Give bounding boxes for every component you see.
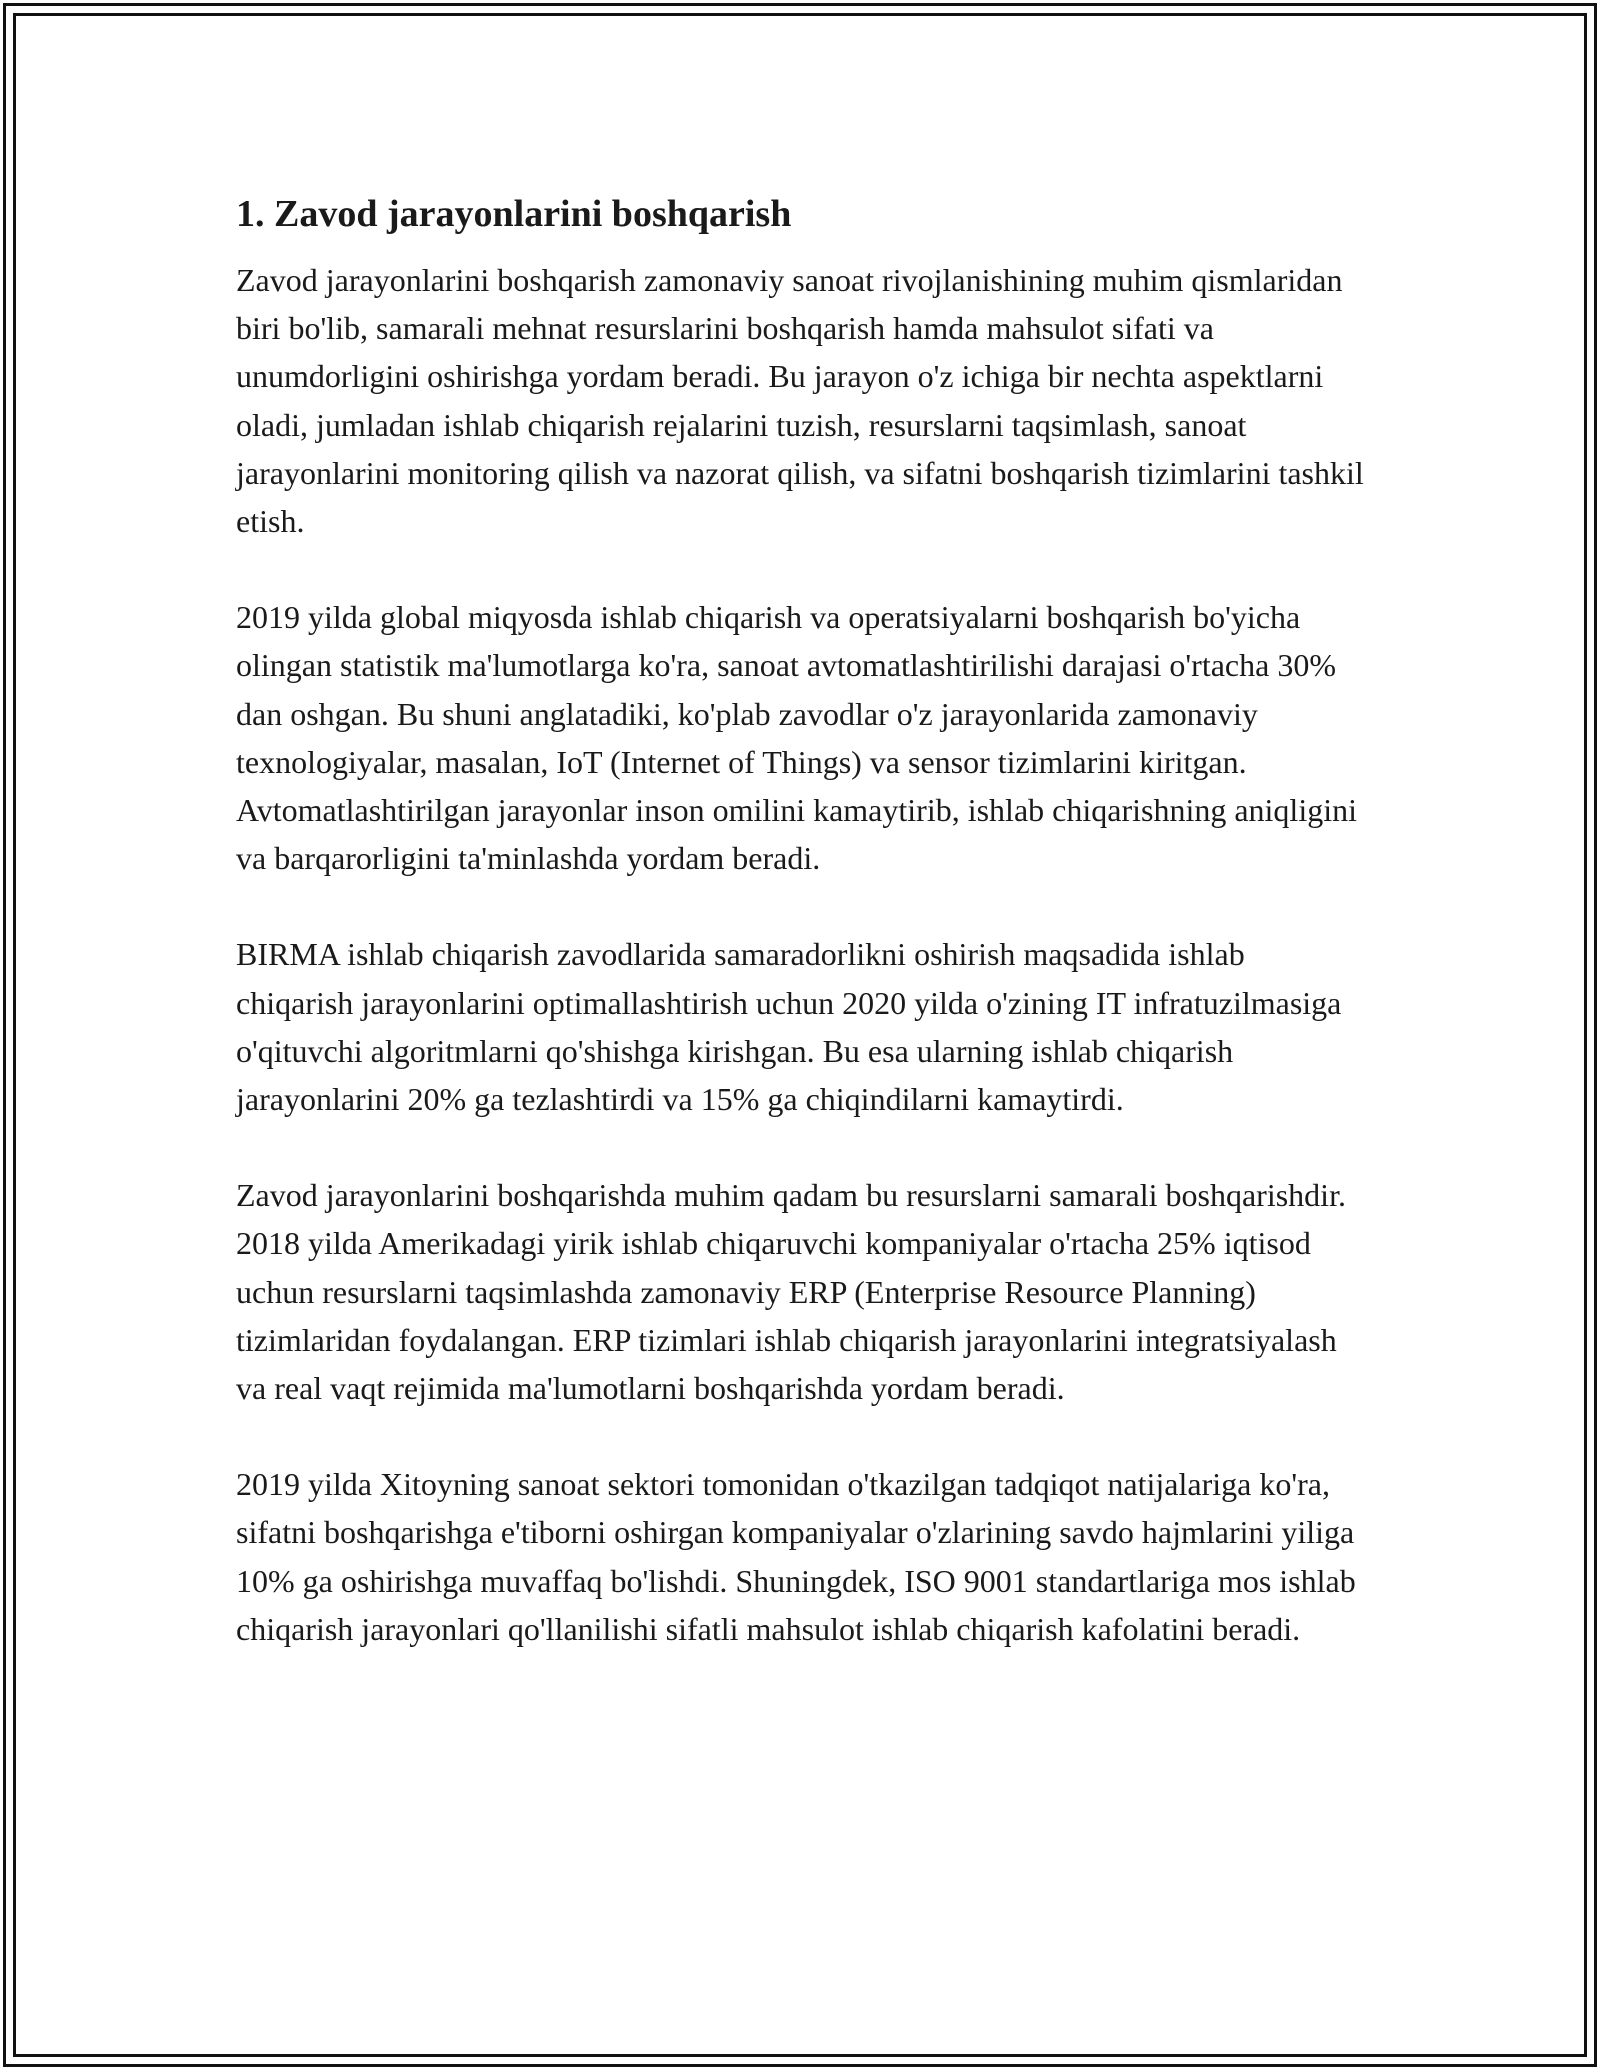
document-body <box>236 188 1366 1653</box>
paragraph-4: Zavod jarayonlarini boshqarishda muhim qadam bu resurslarni samarali boshqarishdir. 2018 yilda Amerikadagi yirik ishlab chiqaruvchi kompaniyalar o'rtacha 25% iqtisod uchun resurslarni taqsimlashda zamonaviy ERP (Enterprise Resource Planning) tizimlaridan foydalangan. ERP tizimlari ishlab chiqarish jarayonlarini integratsiyalash va real vaqt rejimida ma'lumotlarni boshqarishda yordam beradi. <box>236 1177 1346 1407</box>
paragraph-2: 2019 yilda global miqyosda ishlab chiqarish va operatsiyalarni boshqarish bo'yicha olingan statistik ma'lumotlarga ko'ra, sanoat avtomatlashtirilishi darajasi o'rtacha 30% dan oshgan. Bu shuni anglatadiki, ko'plab zavodlar o'z jarayonlarida zamonaviy texnologiyalar, masalan, IoT (Internet of Things) va sensor tizimlarini kiritgan. Avtomatlashtirilgan jarayonlar inson omilini kamaytirib, ishlab chiqarishning aniqligini va barqarorligini ta'minlashda yordam beradi. <box>236 599 1357 877</box>
paragraph-1: Zavod jarayonlarini boshqarish zamonaviy sanoat rivojlanishining muhim qismlaridan biri bo'lib, samarali mehnat resurslarini boshqarish hamda mahsulot sifati va unumdorligini oshirishga yordam beradi. Bu jarayon o'z ichiga bir nechta aspektlarni oladi, jumladan ishlab chiqarish rejalarini tuzish, resurslarni taqsimlash, sanoat jarayonlarini monitoring qilish va nazorat qilish, va sifatni boshqarish tizimlarini tashkil etish. <box>236 262 1364 540</box>
paragraph-5: 2019 yilda Xitoyning sanoat sektori tomonidan o'tkazilgan tadqiqot natijalariga ko'ra, sifatni boshqarishga e'tiborni oshirgan kompaniyalar o'zlarining savdo hajmlarini yiliga 10% ga oshirishga muvaffaq bo'lishdi. Shuningdek, ISO 9001 standartlariga mos ishlab chiqarish jarayonlari qo'llanilishi sifatli mahsulot ishlab chiqarish kafolatini beradi. <box>236 1466 1356 1647</box>
section-heading: 1. Zavod jarayonlarini boshqarish <box>236 193 792 235</box>
paragraph-3: BIRMA ishlab chiqarish zavodlarida samaradorlikni oshirish maqsadida ishlab chiqarish jarayonlarini optimallashtirish uchun 2020 yilda o'zining IT infratuzilmasiga o'qituvchi algoritmlarni qo'shishga kirishgan. Bu esa ularning ishlab chiqarish jarayonlarini 20% ga tezlashtirdi va 15% ga chiqindilarni kamaytirdi. <box>236 936 1342 1118</box>
